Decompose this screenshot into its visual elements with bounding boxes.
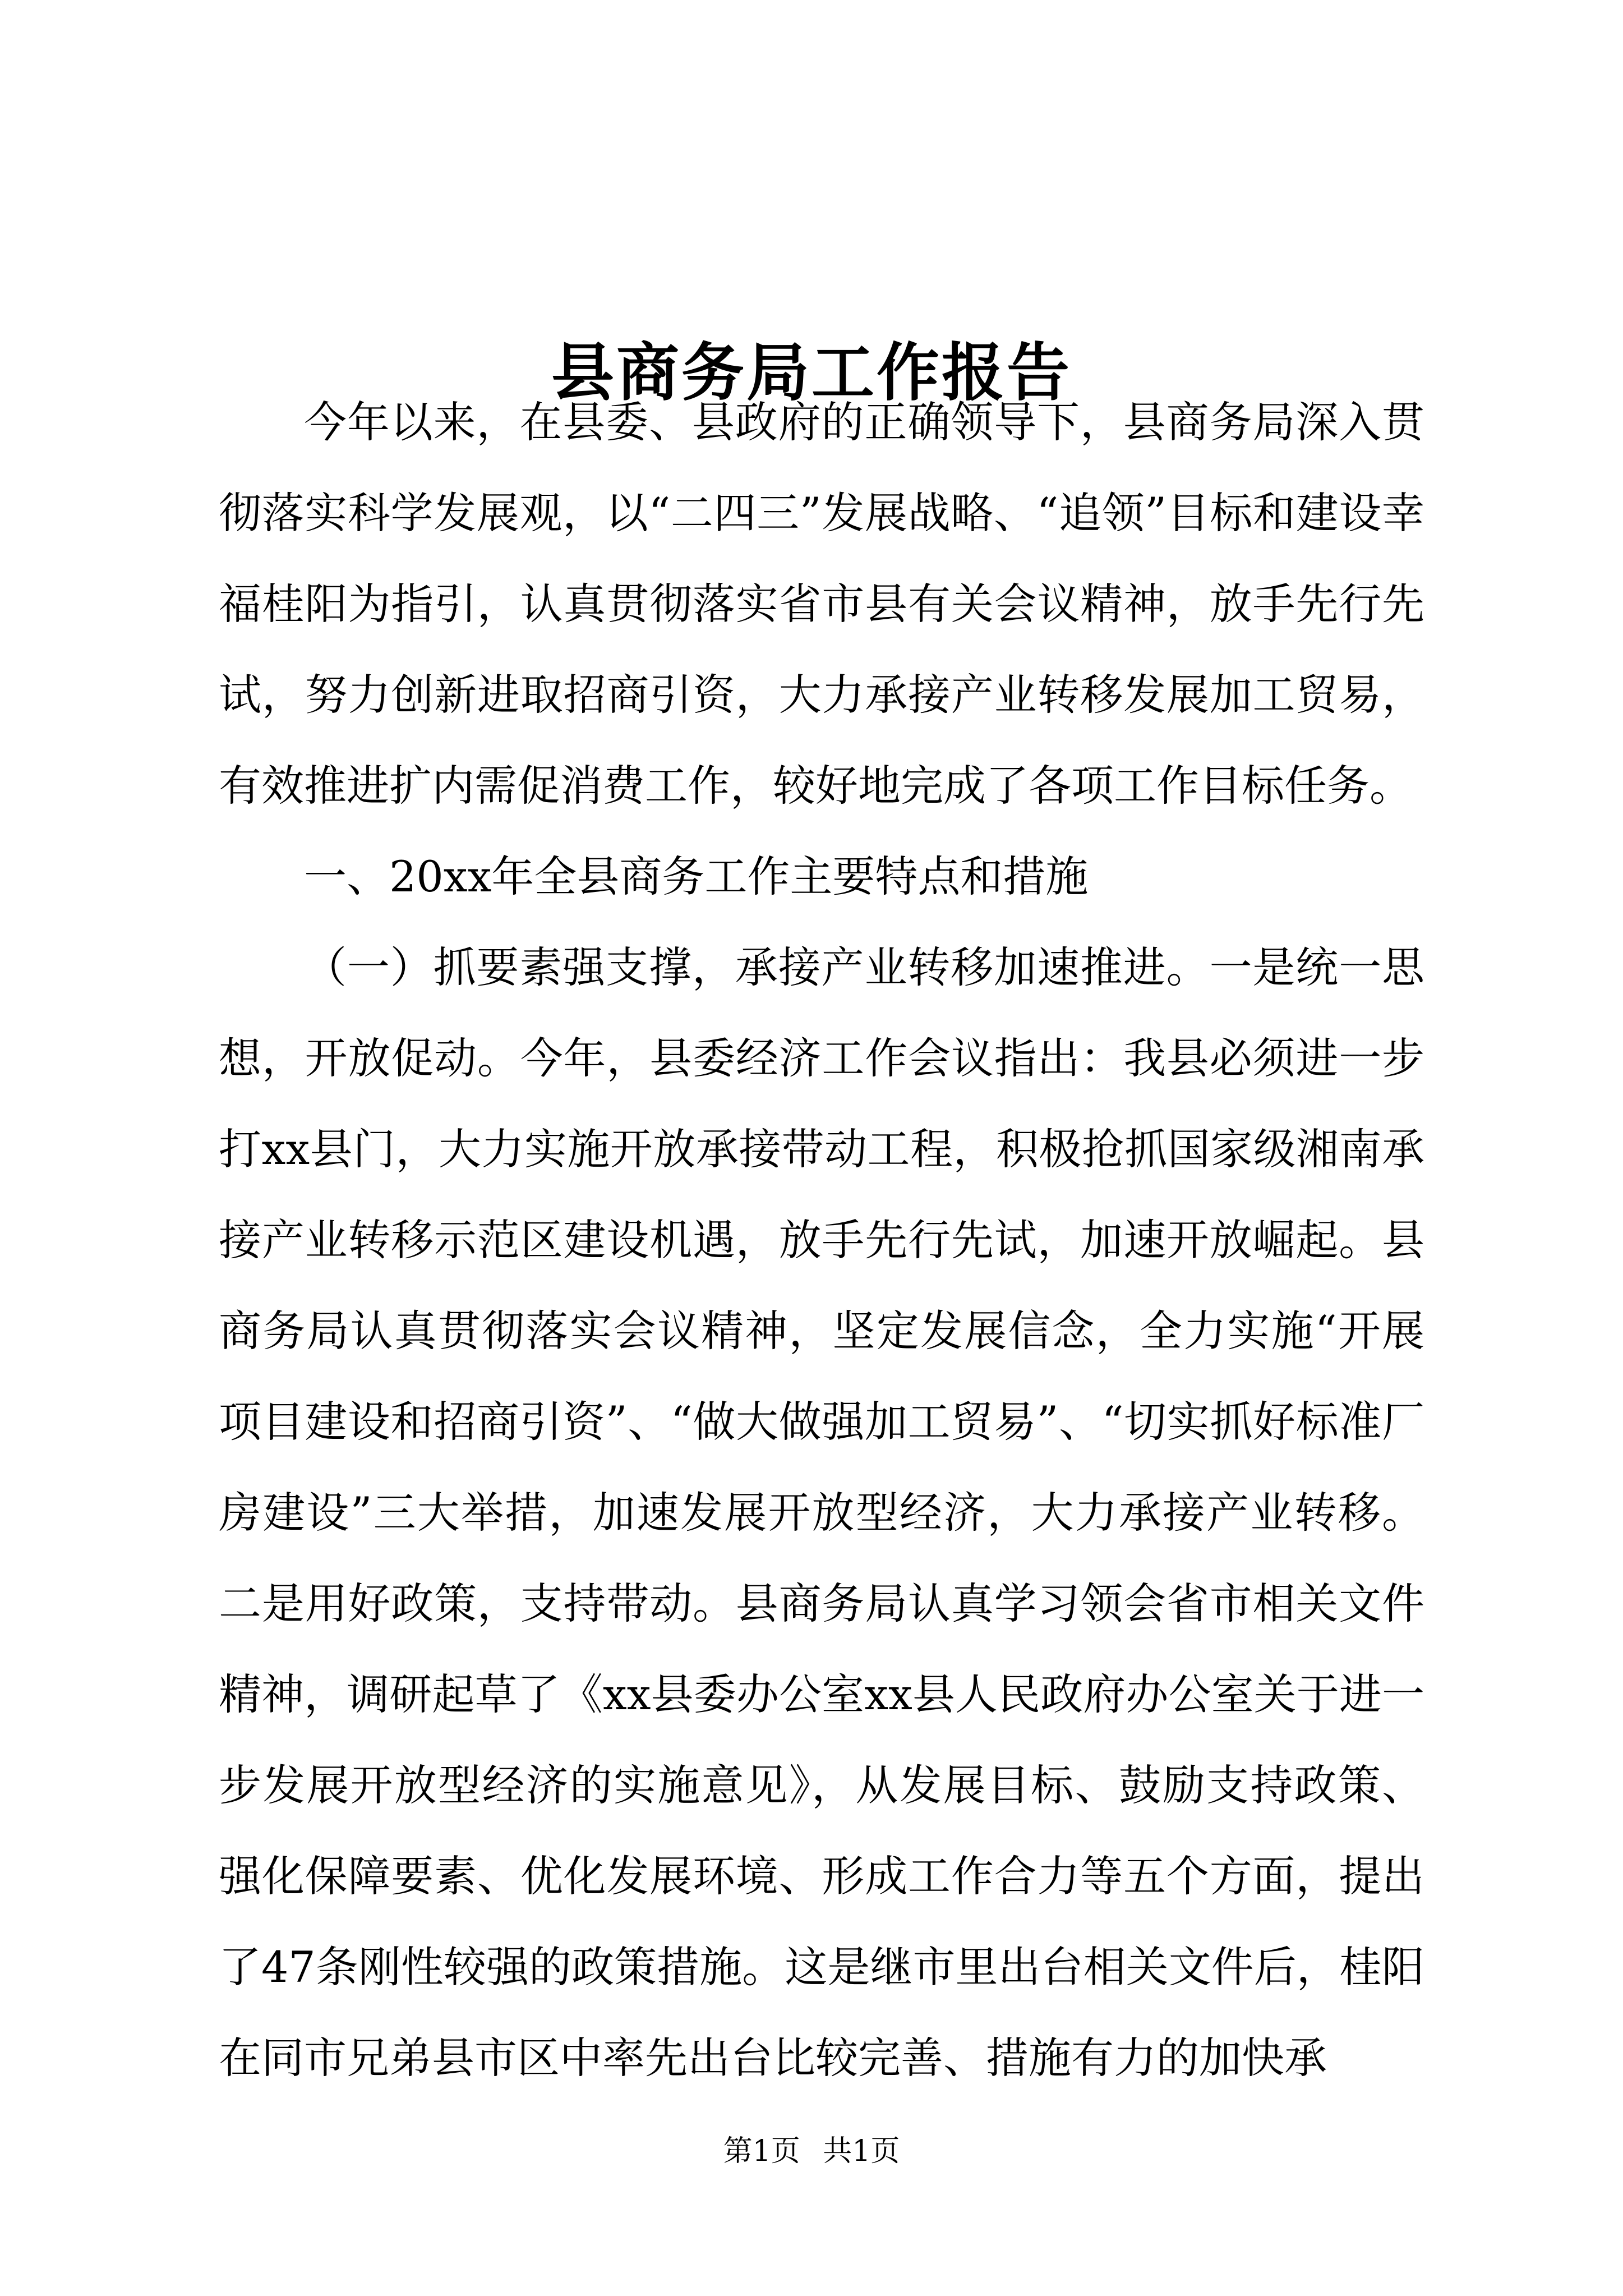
- paragraph-section-1: （一）抓要素强支撑，承接产业转移加速推进。一是统一思想，开放促动。今年，县委经济工作会议指出：我县必须进一步打xx县门，大力实施开放承接带动工程，积极抢抓国家级湘南承接产业转移示范区建设机遇，放手先行先试，加速开放崛起。县商务局认真贯彻落实会议精神，坚定发展信念，全力实施“开展项目建设和招商引资”、“做大做强加工贸易”、“切实抓好标准厂房建设”三大举措，加速发展开放型经济，大力承接产业转移。二是用好政策，支持带动。县商务局认真学习领会省市相关文件精神，调研起草了《xx县委办公室xx县人民政府办公室关于进一步发展开放型经济的实施意见》，从发展目标、鼓励支持政策、强化保障要素、优化发展环境、形成工作合力等五个方面，提出了47条刚性较强的政策措施。这是继市里出台相关文件后，桂阳在同市兄弟县市区中率先出台比较完善、措施有力的加快承: [219, 942, 1424, 2083]
- page-number: 第1页: [723, 2134, 800, 2168]
- page-total: 共1页: [823, 2134, 900, 2168]
- document-body: [219, 377, 1424, 2104]
- paragraph-intro: 今年以来，在县委、县政府的正确领导下，县商务局深入贯彻落实科学发展观，以“二四三”发展战略、“追领”目标和建设幸福桂阳为指引，认真贯彻落实省市县有关会议精神，放手先行先试，努力创新进取招商引资，大力承接产业转移发展加工贸易，有效推进扩内需促消费工作，较好地完成了各项工作目标任务。: [219, 397, 1424, 811]
- section-heading: 一、20xx年全县商务工作主要特点和措施: [304, 852, 1089, 901]
- page-footer: [0, 2132, 1623, 2171]
- document-title: 县商务局工作报告: [551, 336, 1072, 410]
